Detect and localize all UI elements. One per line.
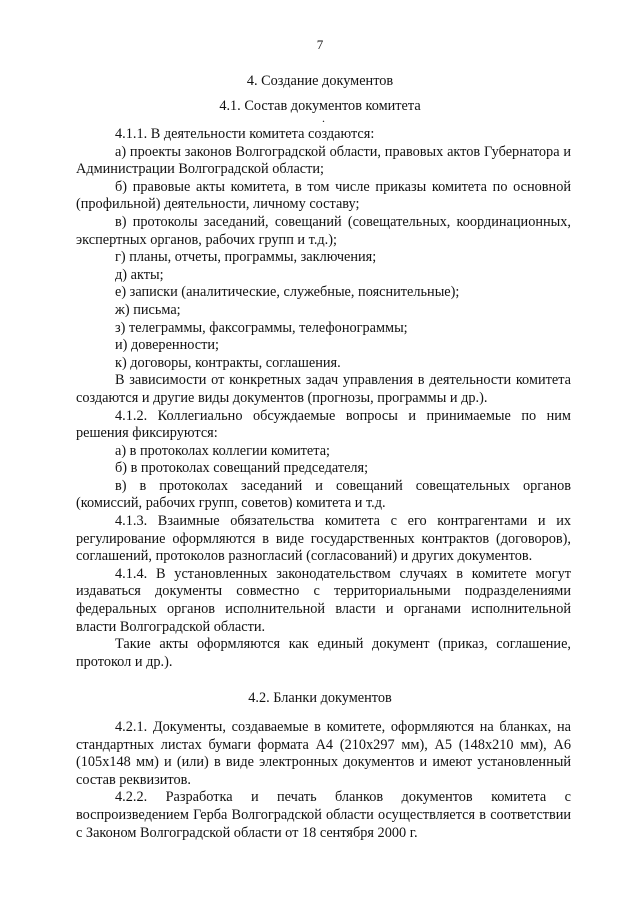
- list-item-a: а) проекты законов Волгоградской области, правовых актов Губернатора и Администрации Волгоградской области;: [76, 143, 571, 178]
- page-number: 7: [316, 37, 324, 52]
- paragraph-4-1-4: 4.1.4. В установленных законодательством случаях в комитете могут издаваться документы совместно с территориальными подразделениями федеральных органов исполнительной власти и органами исполнительной власти Волгоградской области.: [76, 565, 571, 635]
- list-item-chairman: б) в протоколах совещаний председателя;: [115, 460, 369, 477]
- paragraph-4-1-1: 4.1.1. В деятельности комитета создаются:: [115, 126, 375, 142]
- paragraph-4-2-2: 4.2.2. Разработка и печать бланков документов комитета с воспроизведением Герба Волгоградской области осуществляется в соответствии с Законом Волгоградской области от 18 сентября 2000 г.: [76, 789, 571, 841]
- list-item-d: д) акты;: [115, 266, 164, 283]
- list-item-g: г) планы, отчеты, программы, заключения;: [115, 249, 377, 266]
- subsection-2-title: 4.2. Бланки документов: [248, 690, 392, 706]
- list-item-k: к) договоры, контракты, соглашения.: [115, 354, 341, 371]
- list-item-b: б) правовые акты комитета, в том числе приказы комитета по основной (профильной) деятельности, личному составу;: [76, 178, 571, 213]
- section-title: 4. Создание документов: [246, 73, 394, 89]
- paragraph-4-2-1: 4.2.1. Документы, создаваемые в комитете, оформляются на бланках, на стандартных листах бумаги формата А4 (210x297 мм), А5 (148x210 мм), А6 (105x148 мм) и (или) в виде электронных документов и имеют установленный состав реквизитов.: [76, 719, 571, 788]
- list-item-advisory-bodies: в) в протоколах заседаний и совещаний совещательных органов (комиссий, рабочих групп, советов) комитета и т.д.: [76, 477, 571, 512]
- paragraph-other-documents: В зависимости от конкретных задач управления в деятельности комитета создаются и другие виды документов (прогнозы, программы и др.).: [76, 372, 571, 406]
- subsection-1-title: 4.1. Состав документов комитета: [219, 98, 421, 114]
- list-item-v: в) протоколы заседаний, совещаний (совещательных, координационных, экспертных органов, рабочих групп и т.д.);: [76, 213, 571, 248]
- paragraph-4-1-2: 4.1.2. Коллегиально обсуждаемые вопросы и принимаемые по ним решения фиксируются:: [76, 407, 571, 442]
- paragraph-4-1-3: 4.1.3. Взаимные обязательства комитета с его контрагентами и их регулирование оформляются в виде государственных контрактов (договоров), соглашений, протоколов разногласий (согласований) и других документов.: [76, 513, 571, 565]
- list-item-z: з) телеграммы, факсограммы, телефонограммы;: [115, 319, 408, 336]
- list-item-collegium: а) в протоколах коллегии комитета;: [115, 442, 331, 459]
- section-4-1-body: [76, 126, 571, 671]
- list-item-e: е) записки (аналитические, служебные, пояснительные);: [115, 284, 460, 301]
- list-item-i: и) доверенности;: [115, 337, 219, 354]
- subsection-1-marker: .: [322, 111, 325, 125]
- list-item-zh: ж) письма;: [115, 301, 181, 318]
- paragraph-joint-acts: Такие акты оформляются как единый документ (приказ, соглашение, протокол и др.).: [76, 636, 571, 670]
- section-4-2-body: [76, 719, 571, 842]
